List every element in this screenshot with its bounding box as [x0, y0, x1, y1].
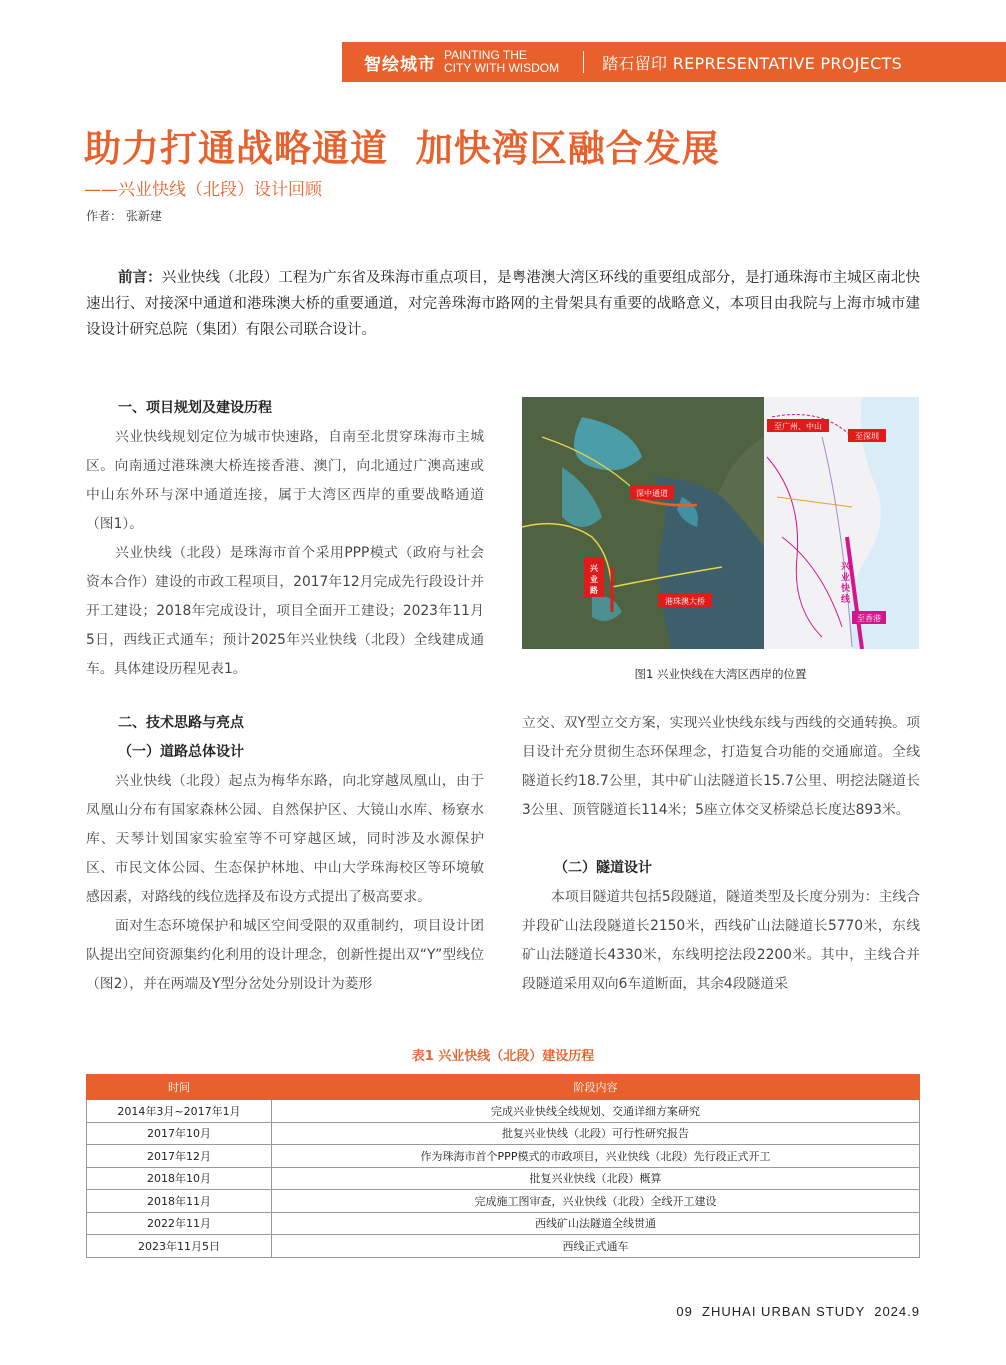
preface: [86, 265, 920, 343]
label-to-shenzhen: 至深圳: [855, 432, 879, 441]
svg-text:兴: 兴: [841, 562, 851, 572]
table-row: [87, 1100, 920, 1123]
table-cell-content: 西线矿山法隧道全线贯通: [272, 1212, 920, 1235]
table-row: [87, 1167, 920, 1190]
banner-column-english: [444, 49, 559, 75]
section2-paragraph2: 面对生态环境保护和城区空间受限的双重制约，项目设计团队提出空间资源集约化利用的设计理念，创新性提出双“Y”型线位（图2），并在两端及Y型分岔处分别设计为菱形: [86, 918, 484, 992]
svg-text:路: 路: [590, 586, 598, 595]
figure-1-caption: 图1 兴业快线在大湾区西岸的位置: [634, 667, 807, 681]
banner-column-name: 智绘城市: [364, 54, 436, 75]
preface-text: 兴业快线（北段）工程为广东省及珠海市重点项目，是粤港澳大湾区环线的重要组成部分，是打通珠海市主城区南北快速出行、对接深中通道和港珠澳大桥的重要通道，对完善珠海市路网的主骨架具有重要的战略意义，本项目由我院与上海市城市建设设计研究总院（集团）有限公司联合设计。: [86, 270, 920, 338]
article-title: 助力打通战略通道 加快湾区融合发展: [84, 127, 720, 170]
table-1-title: 表1 兴业快线（北段）建设历程: [411, 1049, 595, 1064]
section2-paragraph2-continued: 立交、双Y型立交方案，实现兴业快线东线与西线的交通转换。项目设计充分贯彻生态环保理念，打造复合功能的交通廊道。全线隧道长约18.7公里，其中矿山法隧道长15.7公里、明挖法隧道长3公里、顶管隧道长114米；5座立体交叉桥梁总长度达893米。: [522, 715, 920, 818]
table-header-content: 阶段内容: [272, 1075, 920, 1100]
label-to-hongkong: 至香港: [857, 614, 881, 623]
section1-paragraph2: 兴业快线（北段）是珠海市首个采用PPP模式（政府与社会资本合作）建设的市政工程项目，2017年12月完成先行段设计并开工建设；2018年完成设计，项目全面开工建设；2023年11月5日，西线正式通车；预计2025年兴业快线（北段）全线建成通车。具体建设历程见表1。: [86, 545, 484, 677]
table-row: [87, 1122, 920, 1145]
table-cell-time: 2022年11月: [87, 1212, 272, 1235]
table-header-row: [87, 1075, 920, 1100]
label-gangzhuao: 港珠澳大桥: [665, 597, 705, 606]
table-row: [87, 1145, 920, 1168]
left-column-top: [86, 394, 484, 684]
table-row: [87, 1212, 920, 1235]
svg-text:业: 业: [841, 573, 851, 583]
table-cell-content: 批复兴业快线（北段）可行性研究报告: [272, 1122, 920, 1145]
header-banner: [342, 42, 1006, 82]
section1-paragraph1: 兴业快线规划定位为城市快速路，自南至北贯穿珠海市主城区。向南通过港珠澳大桥连接香港、澳门，向北通过广澳高速或中山东外环与深中通道连接，属于大湾区西岸的重要战略通道（图1）。: [86, 429, 484, 532]
banner-english-line1: PAINTING THE: [444, 48, 527, 62]
table-1: [86, 1074, 920, 1258]
page-footer: 09 ZHUHAI URBAN STUDY 2024.9: [676, 1304, 920, 1319]
svg-text:兴: 兴: [590, 564, 598, 573]
banner-section-name: 踏石留印 REPRESENTATIVE PROJECTS: [602, 53, 903, 73]
figure-1-map: [522, 397, 919, 649]
table-row: [87, 1190, 920, 1213]
banner-english-line2: CITY WITH WISDOM: [444, 61, 560, 75]
table-cell-content: 完成兴业快线全线规划、交通详细方案研究: [272, 1100, 920, 1123]
section2-sub2-heading: （二）隧道设计: [554, 860, 652, 876]
article-author: 作者： 张新建: [86, 209, 162, 223]
table-cell-time: 2018年11月: [87, 1190, 272, 1213]
label-to-guangzhou-zhongshan: 至广州、中山: [774, 422, 822, 431]
table-cell-content: 作为珠海市首个PPP模式的市政项目，兴业快线（北段）先行段正式开工: [272, 1145, 920, 1168]
article-subtitle: ——兴业快线（北段）设计回顾: [84, 180, 322, 200]
svg-text:线: 线: [841, 595, 851, 605]
left-column-bottom: [86, 709, 484, 999]
svg-text:业: 业: [590, 575, 598, 584]
svg-text:快: 快: [841, 584, 851, 594]
table-header-time: 时间: [87, 1075, 272, 1100]
table-cell-time: 2014年3月~2017年1月: [87, 1100, 272, 1123]
preface-label: 前言：: [118, 270, 162, 286]
section1-heading: 一、项目规划及建设历程: [118, 400, 272, 416]
table-cell-time: 2023年11月5日: [87, 1235, 272, 1258]
banner-divider: [583, 51, 584, 73]
section2-paragraph1: 兴业快线（北段）起点为梅华东路，向北穿越凤凰山，由于凤凰山分布有国家森林公园、自然保护区、大镜山水库、杨寮水库、天琴计划国家实验室等不可穿越区域，同时涉及水源保护区、市民文体公园、生态保护林地、中山大学珠海校区等环境敏感因素，对路线的线位选择及布设方式提出了极高要求。: [86, 773, 484, 905]
table-row: [87, 1235, 920, 1258]
right-column: [522, 709, 920, 999]
table-cell-content: 完成施工图审查，兴业快线（北段）全线开工建设: [272, 1190, 920, 1213]
section2-heading: 二、技术思路与亮点: [118, 715, 244, 731]
label-shenzhong: 深中通道: [636, 489, 668, 498]
table-cell-time: 2017年10月: [87, 1122, 272, 1145]
section2-sub1-heading: （一）道路总体设计: [118, 744, 244, 760]
table-cell-content: 批复兴业快线（北段）概算: [272, 1167, 920, 1190]
table-cell-time: 2017年12月: [87, 1145, 272, 1168]
section2-paragraph3: 本项目隧道共包括5段隧道，隧道类型及长度分别为：主线合并段矿山法段隧道长2150米，西线矿山法隧道长5770米，东线矿山法隧道长4330米，东线明挖法段2200米。其中，主线合并段隧道采用双向6车道断面，其余4段隧道采: [522, 889, 920, 992]
table-cell-content: 西线正式通车: [272, 1235, 920, 1258]
table-cell-time: 2018年10月: [87, 1167, 272, 1190]
